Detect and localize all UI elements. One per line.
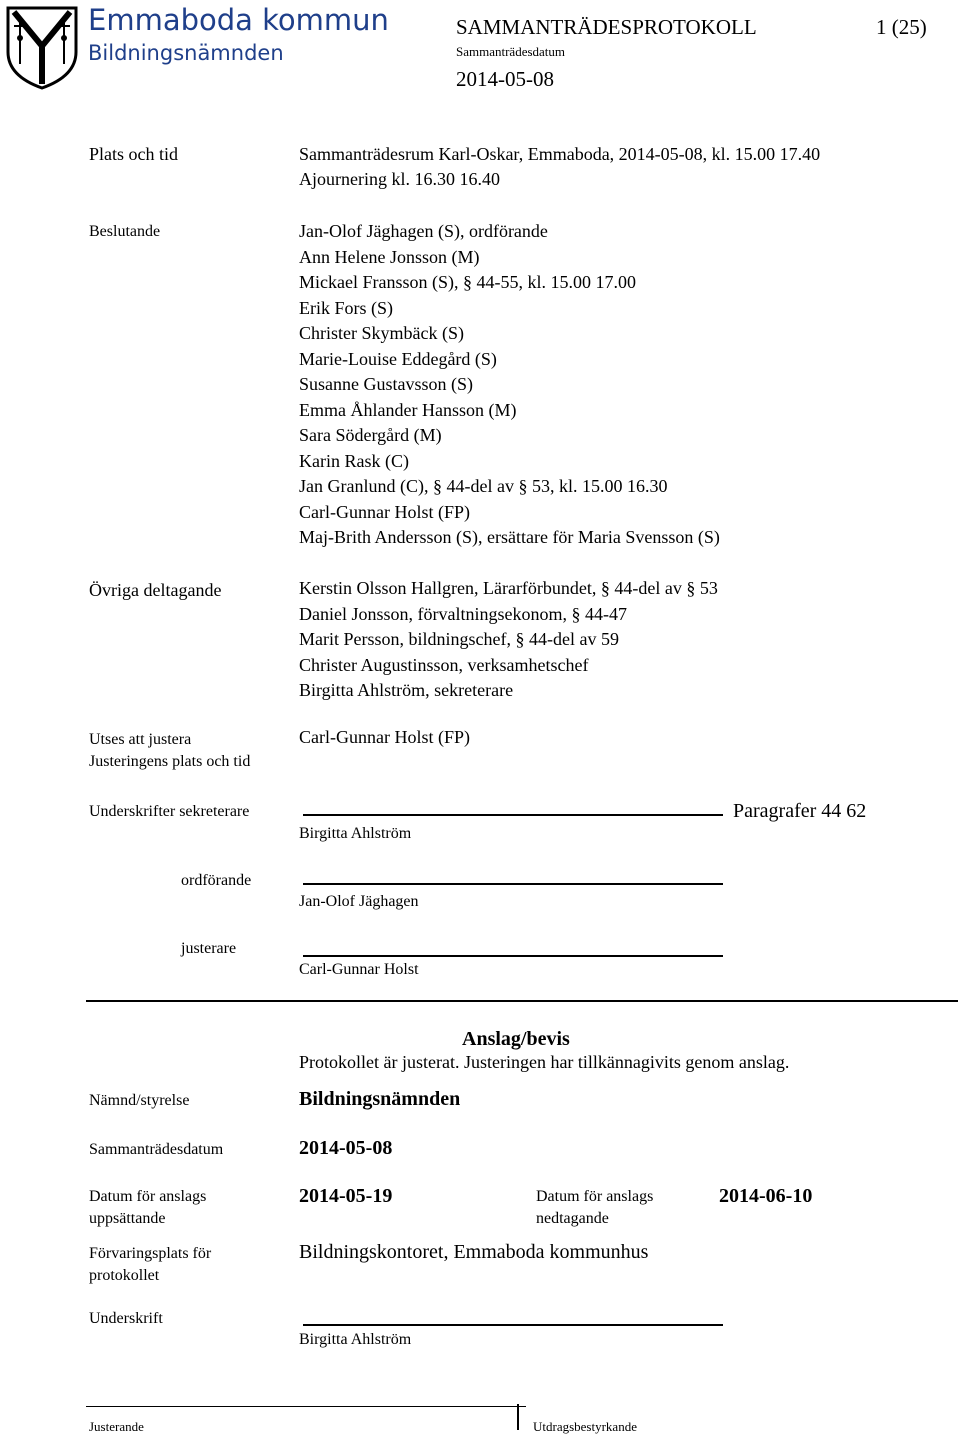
other-item: Marit Persson, bildningschef, § 44-del av 59 xyxy=(299,629,619,649)
others-label: Övriga deltagande xyxy=(89,580,222,600)
decider-item: Jan-Olof Jäghagen (S), ordförande xyxy=(299,221,548,241)
posted-label-line: uppsättande xyxy=(89,1210,166,1227)
decider-item: Jan Granlund (C), § 44-del av § 53, kl. 15.00 16.30 xyxy=(299,476,668,496)
paragraphs-range: Paragrafer 44 62 xyxy=(733,800,867,822)
adjuster-signature-line xyxy=(303,955,723,957)
decider-item: Karin Rask (C) xyxy=(299,450,409,471)
page-number: 1 (25) xyxy=(876,15,927,39)
org-name: Emmaboda kommun xyxy=(88,3,389,37)
other-item: Daniel Jonsson, förvaltningsekonom, § 44-47 xyxy=(299,603,627,624)
removed-date: 2014-06-10 xyxy=(719,1185,813,1207)
chair-name: Jan-Olof Jäghagen xyxy=(299,893,419,910)
other-item: Kerstin Olsson Hallgren, Lärarförbundet, § 44-del av § 53 xyxy=(299,578,718,598)
signatures-label: Underskrifter sekreterare xyxy=(89,803,250,820)
municipal-crest-logo xyxy=(4,4,80,90)
decider-item: Marie-Louise Eddegård (S) xyxy=(299,348,497,369)
signature-name: Birgitta Ahlström xyxy=(299,1331,412,1348)
decider-item: Mickael Fransson (S), § 44-55, kl. 15.00 17.00 xyxy=(299,272,636,292)
adjuster-name: Carl-Gunnar Holst (FP) xyxy=(299,727,470,747)
posted-label-line: Datum för anslags xyxy=(89,1188,207,1205)
footer-adjusting: Justerande xyxy=(89,1419,144,1434)
chair-signature-line xyxy=(303,883,723,885)
header-date: 2014-05-08 xyxy=(456,67,554,91)
storage-label-line: protokollet xyxy=(89,1267,160,1284)
footer-certifying: Utdragsbestyrkande xyxy=(533,1419,637,1434)
decider-item: Christer Skymbäck (S) xyxy=(299,323,464,343)
notice-title: Anslag/bevis xyxy=(462,1028,570,1050)
adjuster-sign-label: justerare xyxy=(181,940,237,957)
adjust-place-label: Justeringens plats och tid xyxy=(89,753,251,770)
notice-date: 2014-05-08 xyxy=(299,1137,393,1159)
decider-item: Sara Södergård (M) xyxy=(299,425,442,445)
other-item: Christer Augustinsson, verksamhetschef xyxy=(299,654,589,675)
board-label: Nämnd/styrelse xyxy=(89,1092,190,1109)
removed-label-line: nedtagande xyxy=(536,1210,609,1227)
decider-list xyxy=(299,219,720,551)
decider-item: Maj-Brith Andersson (S), ersättare för Maria Svensson (S) xyxy=(299,527,720,547)
secretary-name: Birgitta Ahlström xyxy=(299,825,412,842)
decider-item: Erik Fors (S) xyxy=(299,297,393,318)
adjuster-sign-name: Carl-Gunnar Holst xyxy=(299,961,419,978)
removed-label-line: Datum för anslags xyxy=(536,1188,654,1205)
signature-label: Underskrift xyxy=(89,1310,163,1327)
adjuster-label: Utses att justera xyxy=(89,731,192,748)
place-line-2: Ajournering kl. 16.30 16.40 xyxy=(299,169,500,189)
decider-item: Emma Åhlander Hansson (M) xyxy=(299,399,517,420)
chair-label: ordförande xyxy=(181,872,252,889)
posted-date: 2014-05-19 xyxy=(299,1185,393,1207)
decider-item: Susanne Gustavsson (S) xyxy=(299,374,473,394)
notice-date-label: Sammanträdesdatum xyxy=(89,1141,224,1158)
removed-label xyxy=(536,1186,653,1230)
notice-text: Protokollet är justerat. Justeringen har tillkännagivits genom anslag. xyxy=(299,1052,790,1072)
place-label: Plats och tid xyxy=(89,144,178,164)
doc-type: SAMMANTRÄDESPROTOKOLL xyxy=(456,15,757,39)
other-item: Birgitta Ahlström, sekreterare xyxy=(299,680,514,700)
footer-divider xyxy=(86,1406,526,1407)
storage-label-line: Förvaringsplats för xyxy=(89,1245,212,1262)
section-divider xyxy=(86,1000,958,1002)
place-line-1: Sammanträdesrum Karl-Oskar, Emmaboda, 2014-05-08, kl. 15.00 17.40 xyxy=(299,144,821,164)
notice-signature-line xyxy=(303,1324,723,1326)
storage-label xyxy=(89,1243,211,1287)
board-name: Bildningsnämnden xyxy=(299,1088,461,1110)
header-date-label: Sammanträdesdatum xyxy=(456,44,566,59)
footer-separator xyxy=(517,1404,519,1430)
others-list xyxy=(299,576,718,704)
deciders-label: Beslutande xyxy=(89,223,161,240)
storage-location: Bildningskontoret, Emmaboda kommunhus xyxy=(299,1241,649,1263)
decider-item: Ann Helene Jonsson (M) xyxy=(299,246,480,267)
posted-label xyxy=(89,1186,206,1230)
dept-name: Bildningsnämnden xyxy=(88,41,284,65)
secretary-signature-line xyxy=(303,814,723,816)
decider-item: Carl-Gunnar Holst (FP) xyxy=(299,501,470,522)
